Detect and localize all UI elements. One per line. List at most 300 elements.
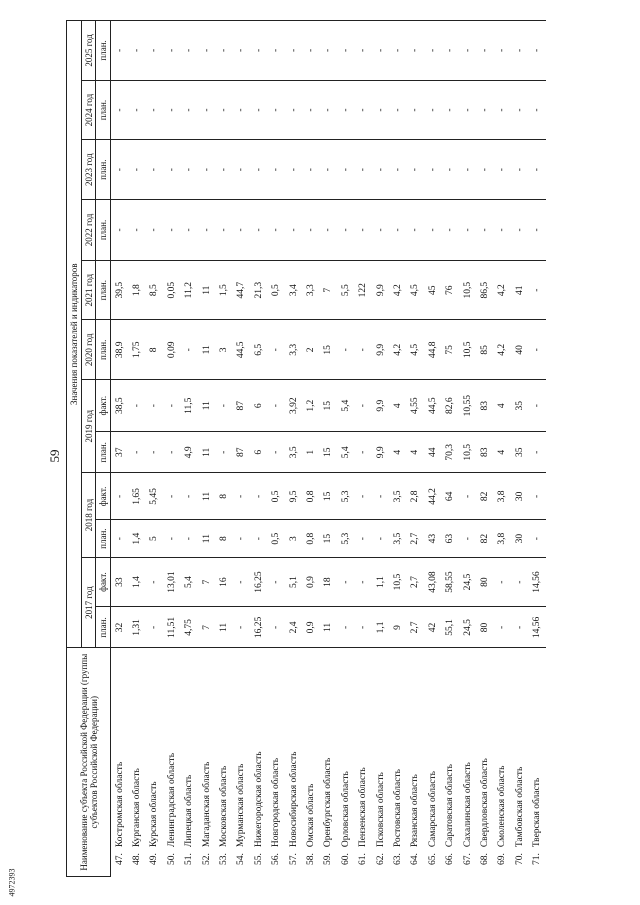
- value-cell: 4,9: [181, 432, 198, 473]
- table-row: [511, 21, 528, 877]
- region-name: Ленинградская область: [163, 648, 180, 849]
- table-row: [389, 21, 406, 877]
- value-cell: 3: [215, 320, 232, 380]
- value-cell: 42: [424, 607, 441, 648]
- value-cell: -: [285, 80, 302, 140]
- value-cell: -: [494, 607, 511, 648]
- value-cell: 4,2: [494, 320, 511, 380]
- value-cell: -: [250, 473, 267, 520]
- region-name: Тверская область: [528, 648, 545, 849]
- value-cell: 5,3: [337, 520, 354, 557]
- value-cell: -: [146, 607, 163, 648]
- table-row: [250, 21, 267, 877]
- value-cell: 5,3: [337, 473, 354, 520]
- value-cell: 10,55: [459, 380, 476, 432]
- value-cell: 1,4: [128, 557, 145, 607]
- value-cell: -: [128, 80, 145, 140]
- value-cell: -: [285, 200, 302, 261]
- value-cell: 2,7: [407, 557, 424, 607]
- value-cell: -: [476, 200, 493, 261]
- value-cell: -: [233, 200, 250, 261]
- value-cell: -: [146, 432, 163, 473]
- region-name: Псковская область: [372, 648, 389, 849]
- value-cell: -: [476, 80, 493, 140]
- table-row: [441, 21, 458, 877]
- value-cell: -: [337, 21, 354, 81]
- value-cell: -: [215, 432, 232, 473]
- value-cell: -: [128, 432, 145, 473]
- value-cell: 64: [441, 473, 458, 520]
- value-cell: -: [111, 21, 129, 81]
- region-name: Смоленская область: [494, 648, 511, 849]
- value-cell: 11: [320, 607, 337, 648]
- value-cell: 3,4: [285, 260, 302, 320]
- value-cell: 3,8: [494, 473, 511, 520]
- value-cell: 2,8: [407, 473, 424, 520]
- row-number: 47.: [114, 853, 125, 866]
- value-cell: -: [511, 607, 528, 648]
- fact-header: факт.: [96, 473, 111, 520]
- value-cell: 0,8: [302, 473, 319, 520]
- value-cell: 2,7: [407, 520, 424, 557]
- value-cell: -: [146, 200, 163, 261]
- value-cell: 43,08: [424, 557, 441, 607]
- region-name: Оренбургская область: [320, 648, 337, 849]
- year-header-2018: 2018 год: [82, 473, 96, 557]
- value-cell: -: [528, 200, 545, 261]
- value-cell: 43: [424, 520, 441, 557]
- value-cell: 70,3: [441, 432, 458, 473]
- value-cell: 9,9: [372, 432, 389, 473]
- value-cell: -: [337, 557, 354, 607]
- value-cell: -: [111, 200, 129, 261]
- value-cell: -: [215, 380, 232, 432]
- value-cell: 35: [511, 380, 528, 432]
- value-cell: -: [163, 200, 180, 261]
- value-cell: 39,5: [111, 260, 129, 320]
- value-cell: -: [320, 21, 337, 81]
- plan-header: план.: [96, 607, 111, 648]
- plan-header: план.: [96, 320, 111, 380]
- value-cell: -: [128, 380, 145, 432]
- row-number: 56.: [271, 853, 282, 866]
- value-cell: 3,3: [302, 260, 319, 320]
- value-cell: 80: [476, 607, 493, 648]
- region-name: Тамбовская область: [511, 648, 528, 849]
- value-cell: 6,5: [250, 320, 267, 380]
- value-cell: -: [198, 200, 215, 261]
- value-cell: 35: [511, 432, 528, 473]
- value-cell: -: [337, 607, 354, 648]
- row-number: 54.: [236, 853, 247, 866]
- value-cell: 8: [215, 520, 232, 557]
- value-cell: -: [528, 260, 545, 320]
- value-cell: 11,2: [181, 260, 198, 320]
- value-cell: -: [146, 80, 163, 140]
- value-cell: 11: [215, 607, 232, 648]
- value-cell: 4,55: [407, 380, 424, 432]
- value-cell: -: [128, 140, 145, 200]
- region-name: Саратовская область: [441, 648, 458, 849]
- value-cell: -: [111, 80, 129, 140]
- value-cell: -: [146, 140, 163, 200]
- row-number: 64.: [410, 853, 421, 866]
- value-cell: -: [233, 80, 250, 140]
- value-cell: 32: [111, 607, 129, 648]
- row-number: 69.: [497, 853, 508, 866]
- value-cell: 9,9: [372, 320, 389, 380]
- value-cell: 0,9: [302, 557, 319, 607]
- value-cell: 9,9: [372, 380, 389, 432]
- value-cell: -: [233, 21, 250, 81]
- value-cell: -: [163, 473, 180, 520]
- value-cell: 82: [476, 473, 493, 520]
- value-cell: 55,1: [441, 607, 458, 648]
- value-cell: 3: [285, 520, 302, 557]
- value-cell: -: [163, 140, 180, 200]
- value-cell: 2,4: [285, 607, 302, 648]
- value-cell: -: [181, 80, 198, 140]
- value-cell: -: [494, 21, 511, 81]
- year-header-2024: 2024 год: [82, 80, 96, 140]
- value-cell: 44,7: [233, 260, 250, 320]
- region-name: Рязанская область: [407, 648, 424, 849]
- row-number: 68.: [479, 853, 490, 866]
- value-cell: -: [250, 80, 267, 140]
- value-cell: 82: [476, 520, 493, 557]
- value-cell: -: [337, 200, 354, 261]
- value-cell: 5,4: [337, 380, 354, 432]
- value-cell: 3,5: [285, 432, 302, 473]
- row-number: 63.: [392, 853, 403, 866]
- value-cell: 3,5: [389, 473, 406, 520]
- value-cell: 11: [198, 320, 215, 380]
- value-cell: 4,75: [181, 607, 198, 648]
- row-number: 61.: [358, 853, 369, 866]
- row-number: 70.: [514, 853, 525, 866]
- value-cell: 1,4: [128, 520, 145, 557]
- values-group-header: Значения показателей и индикаторов: [67, 21, 82, 648]
- table-row: [163, 21, 180, 877]
- value-cell: 2,7: [407, 607, 424, 648]
- value-cell: -: [320, 80, 337, 140]
- value-cell: -: [511, 140, 528, 200]
- row-number: 49.: [149, 853, 160, 866]
- table-body: [111, 21, 546, 877]
- value-cell: 7: [320, 260, 337, 320]
- value-cell: 76: [441, 260, 458, 320]
- value-cell: -: [111, 473, 129, 520]
- value-cell: -: [528, 520, 545, 557]
- plan-header: план.: [96, 80, 111, 140]
- value-cell: -: [372, 520, 389, 557]
- value-cell: 4: [494, 380, 511, 432]
- value-cell: 11: [198, 473, 215, 520]
- table-row: [233, 21, 250, 877]
- value-cell: 4,2: [494, 260, 511, 320]
- row-number: 57.: [288, 853, 299, 866]
- row-number: 59.: [323, 853, 334, 866]
- value-cell: 16: [215, 557, 232, 607]
- value-cell: 45: [424, 260, 441, 320]
- value-cell: -: [528, 380, 545, 432]
- value-cell: 9,9: [372, 260, 389, 320]
- value-cell: 15: [320, 520, 337, 557]
- value-cell: 24,5: [459, 557, 476, 607]
- value-cell: 37: [111, 432, 129, 473]
- value-cell: 4: [389, 432, 406, 473]
- value-cell: 10,5: [389, 557, 406, 607]
- value-cell: 0,9: [302, 607, 319, 648]
- table-header: [67, 21, 111, 877]
- value-cell: 4: [494, 432, 511, 473]
- value-cell: -: [389, 200, 406, 261]
- value-cell: 40: [511, 320, 528, 380]
- value-cell: 16,25: [250, 607, 267, 648]
- table-row: [354, 21, 371, 877]
- value-cell: -: [354, 557, 371, 607]
- value-cell: 24,5: [459, 607, 476, 648]
- value-cell: 6: [250, 380, 267, 432]
- value-cell: -: [337, 320, 354, 380]
- value-cell: -: [459, 200, 476, 261]
- value-cell: 5,1: [285, 557, 302, 607]
- value-cell: -: [407, 200, 424, 261]
- value-cell: -: [215, 140, 232, 200]
- value-cell: 4,2: [389, 320, 406, 380]
- value-cell: -: [233, 140, 250, 200]
- value-cell: -: [494, 140, 511, 200]
- value-cell: 4,5: [407, 320, 424, 380]
- value-cell: -: [424, 21, 441, 81]
- value-cell: 0,5: [268, 260, 285, 320]
- region-name: Свердловская область: [476, 648, 493, 849]
- value-cell: 1,31: [128, 607, 145, 648]
- value-cell: -: [181, 21, 198, 81]
- value-cell: -: [354, 520, 371, 557]
- value-cell: 85: [476, 320, 493, 380]
- value-cell: -: [146, 21, 163, 81]
- value-cell: -: [407, 21, 424, 81]
- value-cell: 44: [424, 432, 441, 473]
- value-cell: -: [441, 140, 458, 200]
- value-cell: -: [250, 520, 267, 557]
- value-cell: 15: [320, 432, 337, 473]
- value-cell: -: [268, 607, 285, 648]
- value-cell: -: [354, 473, 371, 520]
- value-cell: 6: [250, 432, 267, 473]
- region-name: Курганская область: [128, 648, 145, 849]
- value-cell: -: [268, 200, 285, 261]
- value-cell: -: [163, 21, 180, 81]
- table-row: [476, 21, 493, 877]
- value-cell: -: [354, 200, 371, 261]
- value-cell: -: [128, 21, 145, 81]
- row-number: 51.: [184, 853, 195, 866]
- value-cell: 4,5: [407, 260, 424, 320]
- value-cell: 44,2: [424, 473, 441, 520]
- row-number: 53.: [219, 853, 230, 866]
- value-cell: -: [441, 21, 458, 81]
- value-cell: -: [233, 607, 250, 648]
- row-number: 71.: [532, 853, 543, 866]
- value-cell: 4,2: [389, 260, 406, 320]
- row-number: 50.: [166, 853, 177, 866]
- value-cell: 3,8: [494, 520, 511, 557]
- value-cell: -: [372, 473, 389, 520]
- value-cell: -: [146, 380, 163, 432]
- row-number: 52.: [201, 853, 212, 866]
- value-cell: 5,4: [181, 557, 198, 607]
- value-cell: -: [320, 200, 337, 261]
- value-cell: -: [407, 140, 424, 200]
- value-cell: -: [528, 432, 545, 473]
- value-cell: 7: [198, 607, 215, 648]
- value-cell: 3,92: [285, 380, 302, 432]
- value-cell: 2: [302, 320, 319, 380]
- table-row: [459, 21, 476, 877]
- region-name: Липецкая область: [181, 648, 198, 849]
- region-name: Мурманская область: [233, 648, 250, 849]
- value-cell: 15: [320, 473, 337, 520]
- value-cell: -: [163, 432, 180, 473]
- value-cell: -: [528, 320, 545, 380]
- value-cell: -: [128, 200, 145, 261]
- value-cell: -: [268, 557, 285, 607]
- table-row: [268, 21, 285, 877]
- row-number: 60.: [340, 853, 351, 866]
- value-cell: 10,5: [459, 432, 476, 473]
- value-cell: -: [372, 80, 389, 140]
- value-cell: -: [459, 520, 476, 557]
- year-header-2021: 2021 год: [82, 260, 96, 320]
- plan-header: план.: [96, 432, 111, 473]
- value-cell: 14,56: [528, 607, 545, 648]
- value-cell: -: [424, 80, 441, 140]
- value-cell: -: [302, 80, 319, 140]
- value-cell: 38,5: [111, 380, 129, 432]
- value-cell: 1,2: [302, 380, 319, 432]
- value-cell: -: [354, 607, 371, 648]
- value-cell: -: [250, 200, 267, 261]
- value-cell: 44,5: [233, 320, 250, 380]
- value-cell: 86,5: [476, 260, 493, 320]
- value-cell: 18: [320, 557, 337, 607]
- value-cell: 10,5: [459, 320, 476, 380]
- value-cell: -: [354, 21, 371, 81]
- table-row: [407, 21, 424, 877]
- value-cell: -: [111, 520, 129, 557]
- value-cell: -: [511, 200, 528, 261]
- row-number: 66.: [445, 853, 456, 866]
- value-cell: 4: [389, 380, 406, 432]
- value-cell: 1,75: [128, 320, 145, 380]
- value-cell: 1,65: [128, 473, 145, 520]
- value-cell: -: [441, 80, 458, 140]
- value-cell: 11: [198, 520, 215, 557]
- value-cell: -: [233, 473, 250, 520]
- value-cell: -: [372, 140, 389, 200]
- value-cell: -: [233, 520, 250, 557]
- value-cell: -: [354, 432, 371, 473]
- value-cell: -: [285, 21, 302, 81]
- value-cell: -: [354, 380, 371, 432]
- value-cell: -: [494, 557, 511, 607]
- value-cell: -: [337, 140, 354, 200]
- value-cell: -: [181, 200, 198, 261]
- value-cell: 44,5: [424, 380, 441, 432]
- year-header-2023: 2023 год: [82, 140, 96, 200]
- value-cell: 1,1: [372, 557, 389, 607]
- value-cell: -: [372, 200, 389, 261]
- value-cell: 11: [198, 380, 215, 432]
- year-header-2025: 2025 год: [82, 21, 96, 81]
- region-name: Сахалинская область: [459, 648, 476, 849]
- indicators-table: [66, 20, 546, 877]
- row-number: 58.: [305, 853, 316, 866]
- value-cell: -: [407, 80, 424, 140]
- page-number: 59: [47, 449, 62, 463]
- region-name: Орловская область: [337, 648, 354, 849]
- value-cell: -: [389, 80, 406, 140]
- value-cell: 0,5: [268, 473, 285, 520]
- value-cell: 41: [511, 260, 528, 320]
- year-header-2022: 2022 год: [82, 200, 96, 261]
- value-cell: 4: [407, 432, 424, 473]
- value-cell: 30: [511, 473, 528, 520]
- region-name: Ростовская область: [389, 648, 406, 849]
- region-name: Костромская область: [111, 648, 129, 849]
- region-name: Нижегородская область: [250, 648, 267, 849]
- year-header-2019: 2019 год: [82, 380, 96, 473]
- value-cell: -: [268, 21, 285, 81]
- table-row: [302, 21, 319, 877]
- plan-header: план.: [96, 21, 111, 81]
- value-cell: -: [389, 21, 406, 81]
- value-cell: 122: [354, 260, 371, 320]
- fact-header: факт.: [96, 557, 111, 607]
- value-cell: 21,3: [250, 260, 267, 320]
- value-cell: -: [511, 21, 528, 81]
- table-row: [181, 21, 198, 877]
- value-cell: -: [215, 21, 232, 81]
- value-cell: -: [181, 320, 198, 380]
- value-cell: -: [181, 473, 198, 520]
- value-cell: 5,5: [337, 260, 354, 320]
- value-cell: -: [320, 140, 337, 200]
- value-cell: -: [268, 432, 285, 473]
- value-cell: -: [302, 21, 319, 81]
- value-cell: -: [285, 140, 302, 200]
- region-name: Новосибирская область: [285, 648, 302, 849]
- fact-header: факт.: [96, 380, 111, 432]
- value-cell: -: [302, 200, 319, 261]
- table-row: [372, 21, 389, 877]
- year-header-2017: 2017 год: [82, 557, 96, 648]
- value-cell: 5: [146, 520, 163, 557]
- value-cell: -: [250, 21, 267, 81]
- value-cell: -: [181, 140, 198, 200]
- value-cell: -: [215, 200, 232, 261]
- value-cell: 8: [215, 473, 232, 520]
- value-cell: -: [354, 320, 371, 380]
- value-cell: -: [459, 21, 476, 81]
- value-cell: 11: [198, 432, 215, 473]
- value-cell: 11: [198, 260, 215, 320]
- value-cell: 33: [111, 557, 129, 607]
- table-row: [320, 21, 337, 877]
- value-cell: 87: [233, 432, 250, 473]
